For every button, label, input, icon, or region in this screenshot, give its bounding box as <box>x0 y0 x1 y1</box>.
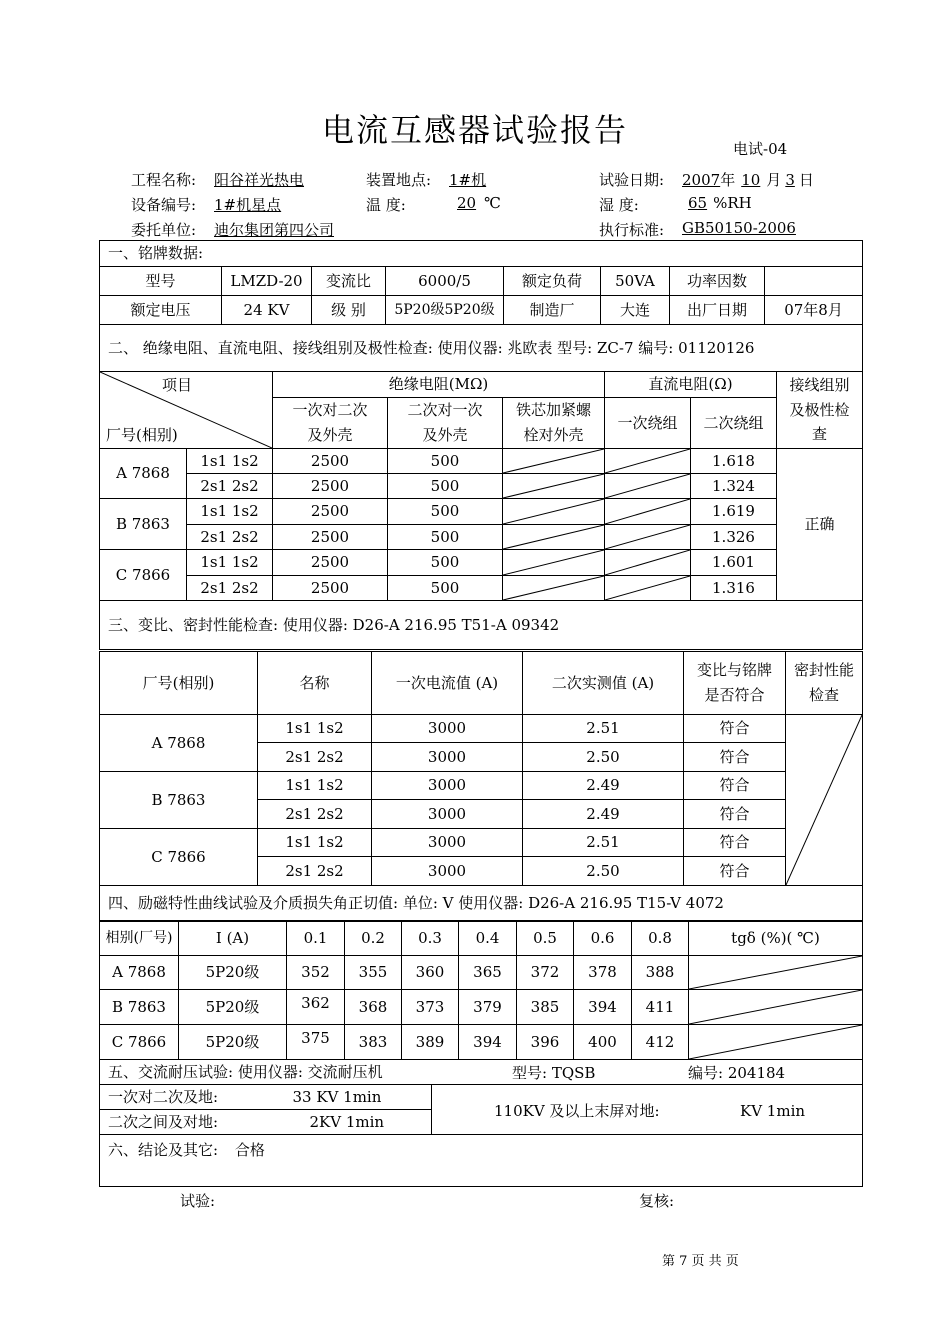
ratio-phase-c: C 7866 <box>100 829 258 886</box>
sub-ir1: 一次对二次及外壳 <box>292 401 368 444</box>
exc-cell: 362 <box>287 990 345 1025</box>
ir1-value: 2500 <box>273 449 388 474</box>
client-value: 迪尔集团第四公司 <box>214 221 335 239</box>
page-title: 电流互感器试验报告 <box>321 111 628 149</box>
exc-cell: B 7863 <box>100 990 179 1025</box>
ratio-secondary: 2.49 <box>523 772 684 800</box>
ratio-name: 2s1 2s2 <box>258 800 372 829</box>
project-label: 工程名称: <box>131 171 197 189</box>
device-label: 设备编号: <box>131 196 197 214</box>
date-year: 2007 <box>682 171 721 189</box>
device-value: 1#机星点 <box>214 196 282 214</box>
np-r2-c1: 24 KV <box>222 296 312 325</box>
exc-head-col: 0.6 <box>574 921 632 956</box>
ratio-head-secondary: 二次实测值 (A) <box>523 652 684 715</box>
ir-winding: 1s1 1s2 <box>187 449 273 474</box>
withstand-table <box>99 1059 863 1187</box>
ir-winding: 1s1 1s2 <box>187 499 273 525</box>
date-month: 10 <box>741 171 761 189</box>
insulation-section-title: 二、 绝缘电阻、直流电阻、接线组别及极性检查: 使用仪器: 兆欧表 型号: ZC-7 编号: 01120126 <box>100 325 863 372</box>
withstand-row2-value: 2KV 1min <box>240 1110 432 1135</box>
doc-code: 电试-04 <box>733 140 788 158</box>
ratio-head-name: 名称 <box>258 652 372 715</box>
tgd-slash-cell <box>689 990 863 1025</box>
standard-value: GB50150-2006 <box>682 219 796 237</box>
location-label: 装置地点: <box>366 171 432 189</box>
exc-cell: 379 <box>459 990 517 1025</box>
conclusion-row <box>100 1135 863 1187</box>
exc-head-col: 0.1 <box>287 921 345 956</box>
seal-slash-cell <box>786 715 863 886</box>
exc-cell: 373 <box>402 990 459 1025</box>
dc2-value: 1.324 <box>691 474 777 499</box>
np-r2-c3: 5P20级5P20级 <box>386 296 504 325</box>
tgd-slash-cell <box>689 1025 863 1060</box>
withstand-row2-label: 二次之间及对地: <box>100 1110 240 1135</box>
header-dc: 直流电阻(Ω) <box>605 372 777 398</box>
exc-cell: 5P20级 <box>179 990 287 1025</box>
ir-phase-a: A 7868 <box>100 449 187 499</box>
exc-cell: 385 <box>517 990 574 1025</box>
humidity-unit: %RH <box>713 194 752 212</box>
ratio-name: 1s1 1s2 <box>258 772 372 800</box>
header-phase: 厂号(相别) <box>106 426 178 444</box>
exc-head-col: 0.3 <box>402 921 459 956</box>
exc-head-col: 0.4 <box>459 921 517 956</box>
exc-cell: 360 <box>402 956 459 990</box>
ir2-value: 500 <box>388 499 503 525</box>
ir1-value: 2500 <box>273 550 388 576</box>
insulation-table <box>99 371 863 650</box>
header-connection <box>777 372 863 449</box>
corner-header-cell <box>100 372 273 449</box>
empty-slash-cell <box>503 550 605 576</box>
ir1-value: 2500 <box>273 576 388 601</box>
exc-cell: 372 <box>517 956 574 990</box>
temperature <box>449 194 501 212</box>
exc-cell: 5P20级 <box>179 1025 287 1060</box>
np-r1-c5: 50VA <box>601 267 670 296</box>
date-label: 试验日期: <box>599 171 665 189</box>
ratio-head-match: 变比与铭牌是否符合 <box>696 661 772 704</box>
exc-cell: 389 <box>402 1025 459 1060</box>
ir-winding: 2s1 2s2 <box>187 474 273 499</box>
date-day: 3 <box>785 171 795 189</box>
ir-winding: 2s1 2s2 <box>187 525 273 550</box>
ir-winding: 2s1 2s2 <box>187 576 273 601</box>
ir-phase-c: C 7866 <box>100 550 187 601</box>
exc-cell: 355 <box>345 956 402 990</box>
ratio-secondary: 2.50 <box>523 857 684 886</box>
ratio-primary: 3000 <box>372 800 523 829</box>
ir2-value: 500 <box>388 525 503 550</box>
np-r2-c4: 制造厂 <box>504 296 601 325</box>
withstand-section-title: 五、交流耐压试验: 使用仪器: 交流耐压机 <box>108 1062 383 1081</box>
np-r1-c6: 功率因数 <box>670 267 765 296</box>
np-r1-c4: 额定负荷 <box>504 267 601 296</box>
withstand-section-row <box>100 1060 863 1085</box>
exc-cell: 352 <box>287 956 345 990</box>
date-day-unit: 日 <box>798 171 814 189</box>
temp-value: 20 <box>457 194 477 212</box>
ratio-phase-b: B 7863 <box>100 772 258 829</box>
ratio-primary: 3000 <box>372 715 523 743</box>
empty-slash-cell <box>503 499 605 525</box>
conclusion-label: 六、结论及其它: <box>108 1141 219 1159</box>
withstand-row1-label: 一次对二次及地: <box>100 1085 240 1110</box>
header-connection-text: 接线组别及极性检查 <box>789 375 850 444</box>
ratio-name: 2s1 2s2 <box>258 857 372 886</box>
humidity <box>682 194 752 212</box>
empty-slash-cell <box>605 550 691 576</box>
ratio-match: 符合 <box>684 772 786 800</box>
sub-ir2: 二次对一次及外壳 <box>407 401 483 444</box>
withstand-row1-value: 33 KV 1min <box>240 1085 432 1110</box>
np-r2-c0: 额定电压 <box>100 296 222 325</box>
header-item: 项目 <box>162 376 193 394</box>
ratio-primary: 3000 <box>372 772 523 800</box>
humidity-label: 湿 度: <box>599 196 639 214</box>
exc-head-tgd: tgδ (%)( ℃) <box>689 921 863 956</box>
ratio-name: 1s1 1s2 <box>258 829 372 857</box>
dc2-value: 1.618 <box>691 449 777 474</box>
ratio-primary: 3000 <box>372 857 523 886</box>
review-signature-label: 复核: <box>639 1192 675 1210</box>
np-r2-c5: 大连 <box>601 296 670 325</box>
exc-cell: 411 <box>632 990 689 1025</box>
ratio-head-seal: 密封性能检查 <box>793 661 854 704</box>
ratio-match: 符合 <box>684 857 786 886</box>
empty-slash-cell <box>503 576 605 601</box>
dc2-value: 1.316 <box>691 576 777 601</box>
np-r2-c7: 07年8月 <box>765 296 863 325</box>
empty-slash-cell <box>605 499 691 525</box>
np-r1-c7 <box>765 267 863 296</box>
exc-cell: 394 <box>574 990 632 1025</box>
ratio-match: 符合 <box>684 829 786 857</box>
ratio-section-title: 三、变比、密封性能检查: 使用仪器: D26-A 216.95 T51-A 09342 <box>100 601 863 650</box>
ir2-value: 500 <box>388 449 503 474</box>
ratio-match: 符合 <box>684 743 786 772</box>
empty-slash-cell <box>503 449 605 474</box>
date-month-unit: 月 <box>766 171 782 189</box>
ratio-name: 2s1 2s2 <box>258 743 372 772</box>
ratio-secondary: 2.49 <box>523 800 684 829</box>
ratio-primary: 3000 <box>372 743 523 772</box>
withstand-model: 型号: TQSB <box>512 1064 596 1082</box>
exc-cell: 394 <box>459 1025 517 1060</box>
exc-head-phase: 相别(厂号) <box>100 921 179 956</box>
ratio-secondary: 2.51 <box>523 829 684 857</box>
ratio-secondary: 2.50 <box>523 743 684 772</box>
exc-cell: A 7868 <box>100 956 179 990</box>
ir2-value: 500 <box>388 576 503 601</box>
test-date <box>682 169 814 190</box>
page-footer: 第 7 页 共 页 <box>662 1254 739 1269</box>
exc-cell: 5P20级 <box>179 956 287 990</box>
withstand-right-label: 110KV 及以上末屏对地: <box>494 1102 660 1120</box>
empty-slash-cell <box>605 449 691 474</box>
np-r1-c0: 型号 <box>100 267 222 296</box>
ratio-secondary: 2.51 <box>523 715 684 743</box>
exc-cell: 365 <box>459 956 517 990</box>
ir1-value: 2500 <box>273 525 388 550</box>
header-insulation: 绝缘电阻(MΩ) <box>273 372 605 398</box>
excitation-table <box>99 920 863 1060</box>
np-r1-c2: 变流比 <box>312 267 386 296</box>
temp-label: 温 度: <box>366 196 406 214</box>
exc-cell: 368 <box>345 990 402 1025</box>
ratio-table <box>99 651 863 922</box>
exc-cell: 396 <box>517 1025 574 1060</box>
ratio-phase-a: A 7868 <box>100 715 258 772</box>
ir-winding: 1s1 1s2 <box>187 550 273 576</box>
ir1-value: 2500 <box>273 499 388 525</box>
ratio-match: 符合 <box>684 715 786 743</box>
np-r2-c6: 出厂日期 <box>670 296 765 325</box>
empty-slash-cell <box>605 474 691 499</box>
excitation-section-title: 四、励磁特性曲线试验及介质损失角正切值: 单位: V 使用仪器: D26-A 216.95 T15-V 4072 <box>100 886 863 922</box>
ratio-head-primary: 一次电流值 (A) <box>372 652 523 715</box>
exc-cell: C 7866 <box>100 1025 179 1060</box>
location-value: 1#机 <box>449 171 487 189</box>
sub-ir3: 铁芯加紧螺栓对外壳 <box>515 401 591 444</box>
dc2-value: 1.326 <box>691 525 777 550</box>
connection-result: 正确 <box>777 449 863 601</box>
ratio-primary: 3000 <box>372 829 523 857</box>
temp-unit: ℃ <box>484 194 501 212</box>
exc-cell: 388 <box>632 956 689 990</box>
ratio-name: 1s1 1s2 <box>258 715 372 743</box>
conclusion-value: 合格 <box>234 1141 265 1159</box>
withstand-right-value: KV 1min <box>740 1102 806 1120</box>
ir2-value: 500 <box>388 474 503 499</box>
np-r2-c2: 级 别 <box>312 296 386 325</box>
standard-label: 执行标准: <box>599 221 665 239</box>
exc-head-col: 0.5 <box>517 921 574 956</box>
exc-cell: 412 <box>632 1025 689 1060</box>
withstand-right-cell <box>432 1085 863 1135</box>
exc-cell: 383 <box>345 1025 402 1060</box>
ir-phase-b: B 7863 <box>100 499 187 550</box>
tgd-slash-cell <box>689 956 863 990</box>
date-year-unit: 年 <box>720 171 736 189</box>
np-r1-c3: 6000/5 <box>386 267 504 296</box>
exc-cell: 400 <box>574 1025 632 1060</box>
exc-cell: 375 <box>287 1025 345 1060</box>
client-label: 委托单位: <box>131 221 197 239</box>
empty-slash-cell <box>503 525 605 550</box>
exc-head-col: 0.2 <box>345 921 402 956</box>
sub-dc1: 一次绕组 <box>605 398 691 449</box>
nameplate-section-title: 一、铭牌数据: <box>100 241 863 267</box>
empty-slash-cell <box>605 576 691 601</box>
withstand-serial: 编号: 204184 <box>688 1064 786 1082</box>
ir1-value: 2500 <box>273 474 388 499</box>
nameplate-table <box>99 240 863 372</box>
exc-head-current: I (A) <box>179 921 287 956</box>
test-signature-label: 试验: <box>180 1192 216 1210</box>
empty-slash-cell <box>503 474 605 499</box>
dc2-value: 1.619 <box>691 499 777 525</box>
empty-slash-cell <box>605 525 691 550</box>
np-r1-c1: LMZD-20 <box>222 267 312 296</box>
ir2-value: 500 <box>388 550 503 576</box>
ratio-head-phase: 厂号(相别) <box>100 652 258 715</box>
exc-cell: 378 <box>574 956 632 990</box>
project-value: 阳谷祥光热电 <box>214 171 305 189</box>
exc-head-col: 0.8 <box>632 921 689 956</box>
sub-dc2: 二次绕组 <box>691 398 777 449</box>
humidity-value: 65 <box>688 194 708 212</box>
ratio-match: 符合 <box>684 800 786 829</box>
dc2-value: 1.601 <box>691 550 777 576</box>
